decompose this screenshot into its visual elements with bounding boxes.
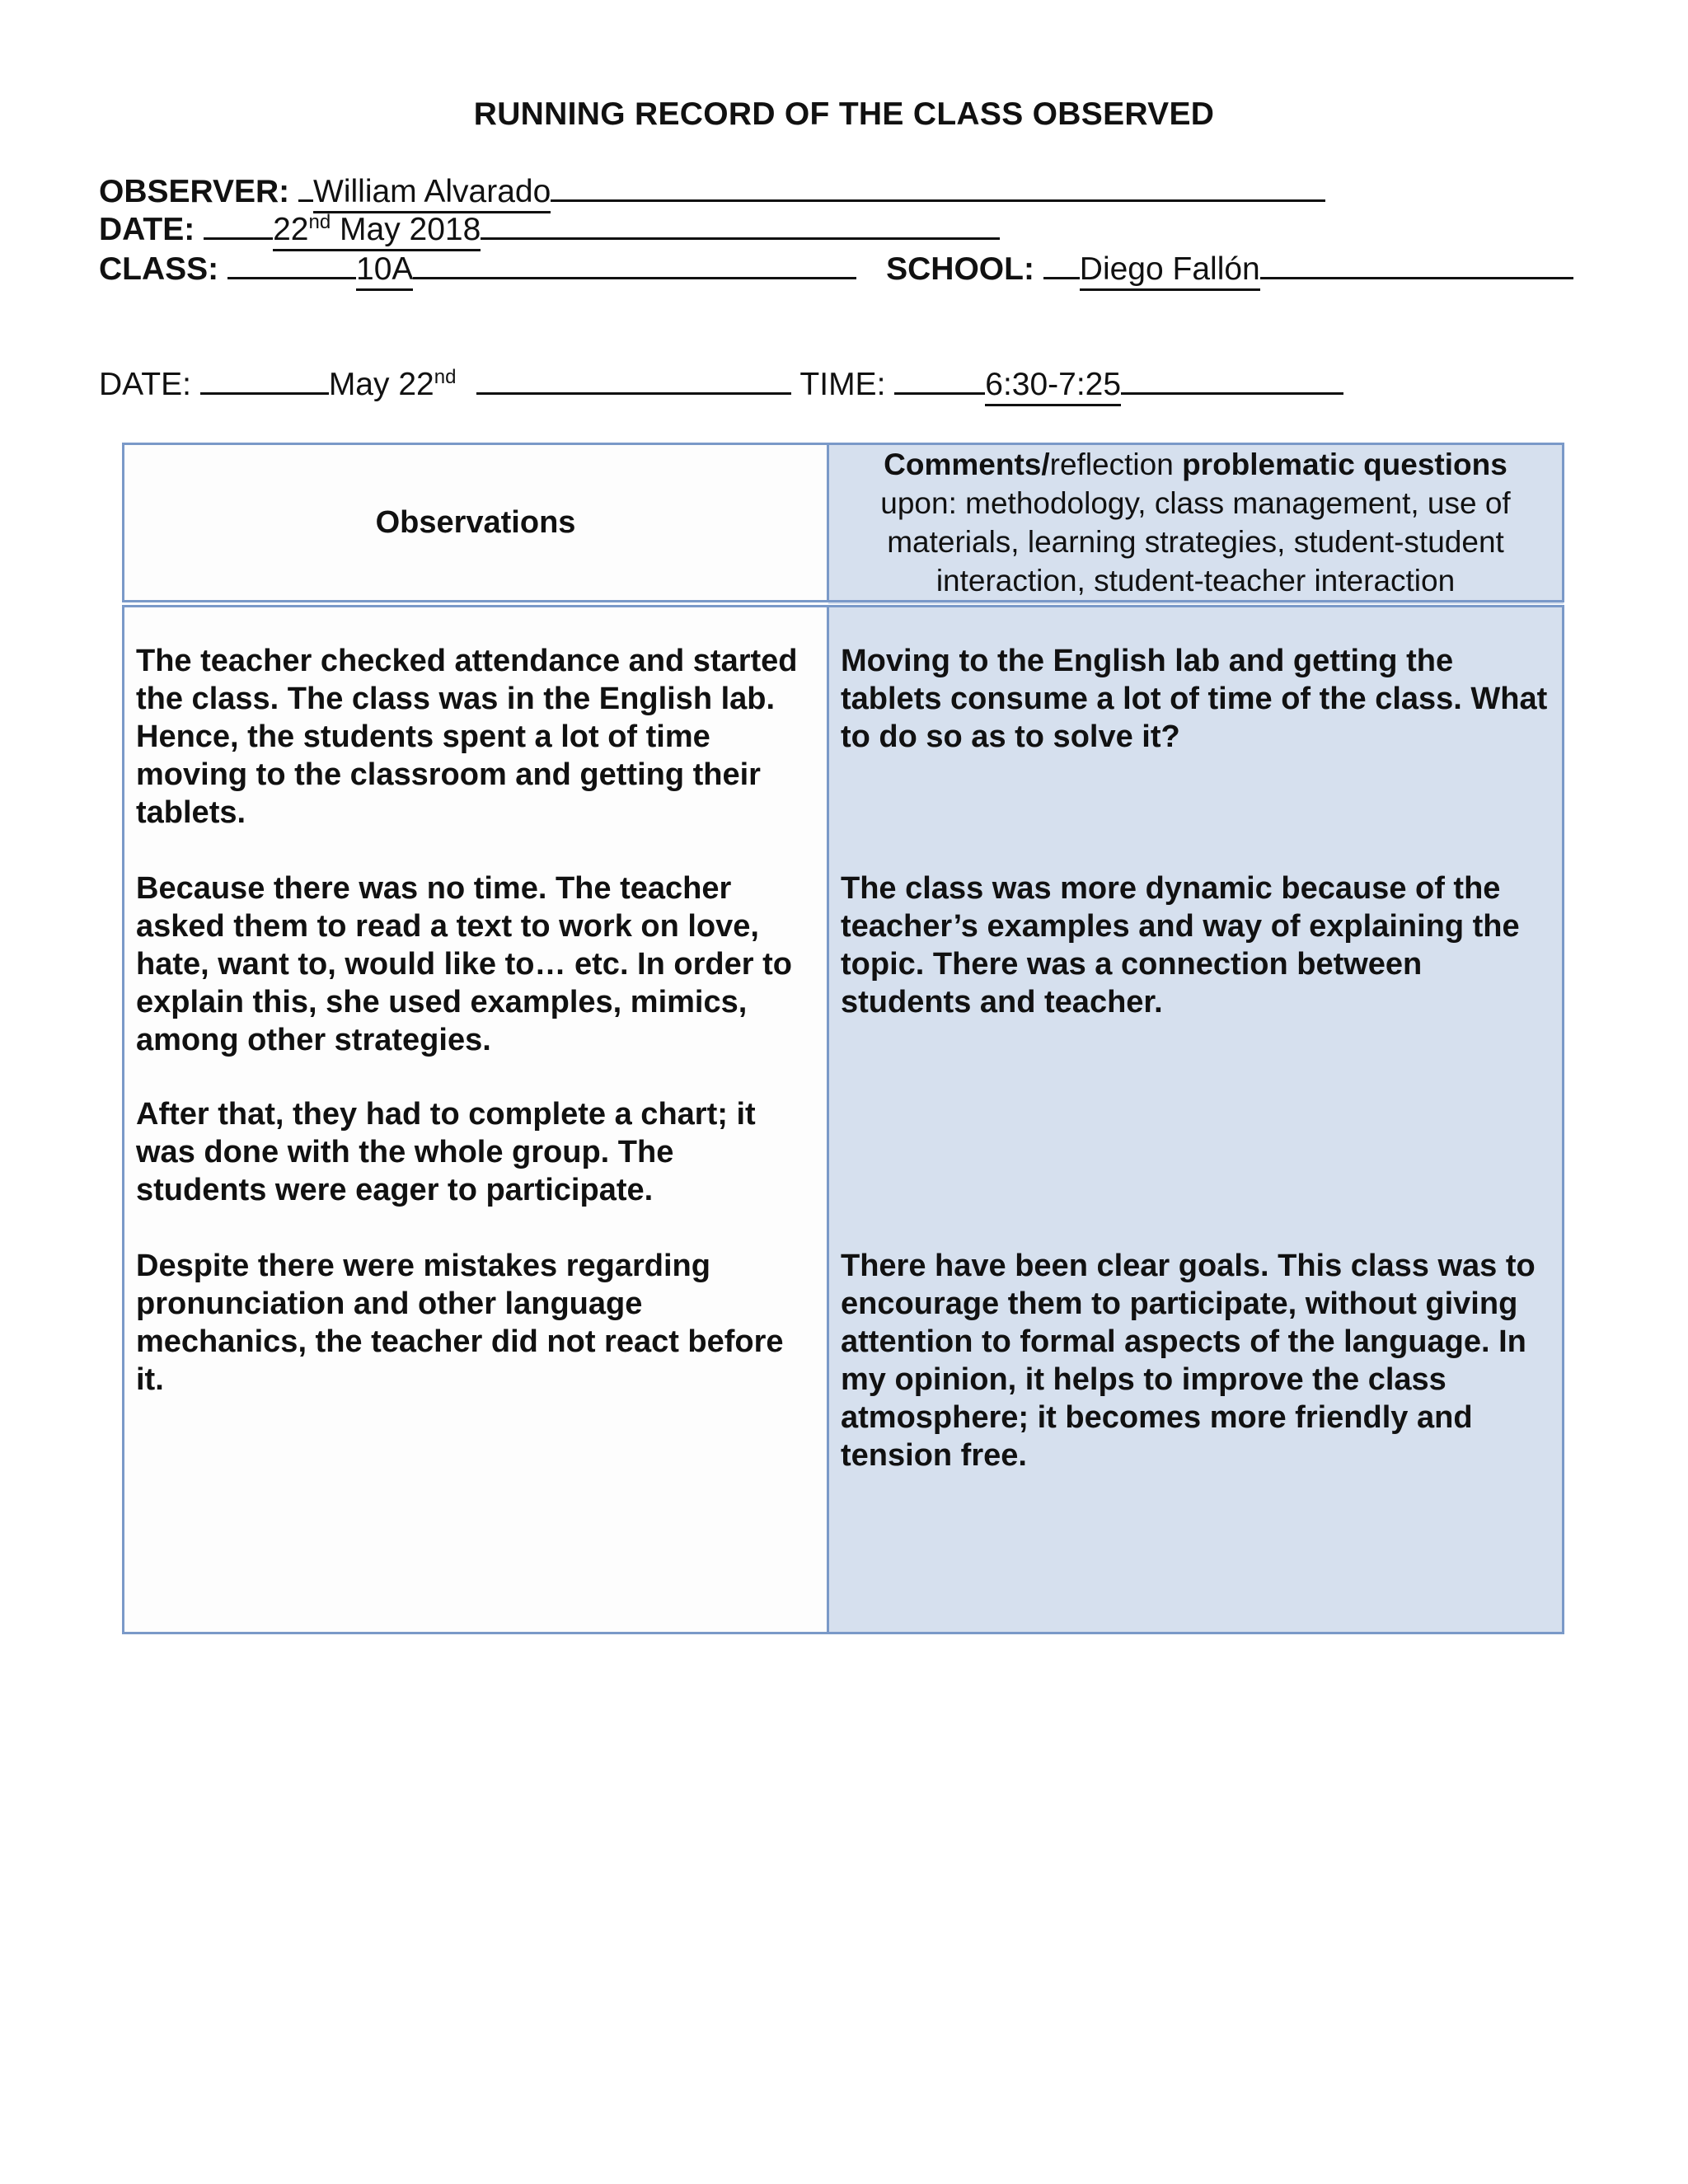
date-line [99, 209, 1000, 251]
blank [476, 364, 791, 395]
observation-paragraph: Despite there were mistakes regarding pronunciation and other language mechanics, the teacher did not react before it. [136, 1249, 784, 1397]
time-label: TIME: [799, 367, 886, 402]
school-label: SCHOOL: [886, 251, 1034, 287]
blank [413, 249, 856, 279]
blank [1260, 249, 1573, 279]
observation-paragraph: The teacher checked attendance and started the class. The class was in the English lab. Hence, the students spent a lot of time moving to the classroom and getting their tablets. [136, 644, 798, 830]
comment-paragraph: Moving to the English lab and getting the tablets consume a lot of time of the class. What to do so as to solve it? [841, 644, 1548, 754]
observer-value: William Alvarado [313, 173, 551, 213]
date-label: DATE: [99, 212, 195, 247]
school-value: Diego Fallón [1080, 251, 1260, 291]
blank [1043, 249, 1080, 279]
comments-header: Comments/reflection problematic questions upon: methodology, class management, use of materials, learning strategies, student-student interaction, student-teacher interaction [828, 444, 1564, 604]
blank [298, 171, 313, 202]
observations-cell [124, 604, 828, 1633]
comment-paragraph: The class was more dynamic because of the teacher’s examples and way of explaining the topic. There was a connection between students and teacher. [841, 871, 1520, 1019]
class-label: CLASS: [99, 251, 219, 287]
comments-cell [828, 604, 1564, 1633]
date2-value: May 22nd [328, 366, 457, 402]
document-title: RUNNING RECORD OF THE CLASS OBSERVED [473, 96, 1215, 132]
blank [894, 364, 985, 395]
blank [481, 209, 1000, 240]
observer-label: OBSERVER: [99, 174, 290, 209]
date-time-line [99, 364, 1343, 406]
blank [1121, 364, 1343, 395]
date-value: 22nd May 2018 [273, 211, 481, 251]
observer-line [99, 171, 1325, 213]
class-school-line [99, 249, 1573, 291]
class-value: 10A [356, 251, 413, 291]
observations-header: Observations [124, 444, 828, 604]
blank [227, 249, 356, 279]
observation-paragraph: Because there was no time. The teacher asked them to read a text to work on love, hate, want to, would like to… etc. In order to explain this, she used examples, mimics, among other strategies. [136, 871, 792, 1057]
date2-label: DATE: [99, 367, 191, 402]
comment-paragraph: There have been clear goals. This class was to encourage them to participate, without giving attention to formal aspects of the language. In my opinion, it helps to improve the class atmosphere; it becomes more friendly and tension free. [841, 1249, 1536, 1473]
observation-table [122, 443, 1564, 1634]
time-value: 6:30-7:25 [985, 366, 1121, 406]
blank [200, 364, 329, 395]
blank [551, 171, 1325, 202]
observation-paragraph: After that, they had to complete a chart; it was done with the whole group. The students were eager to participate. [136, 1097, 756, 1207]
blank [204, 209, 273, 240]
